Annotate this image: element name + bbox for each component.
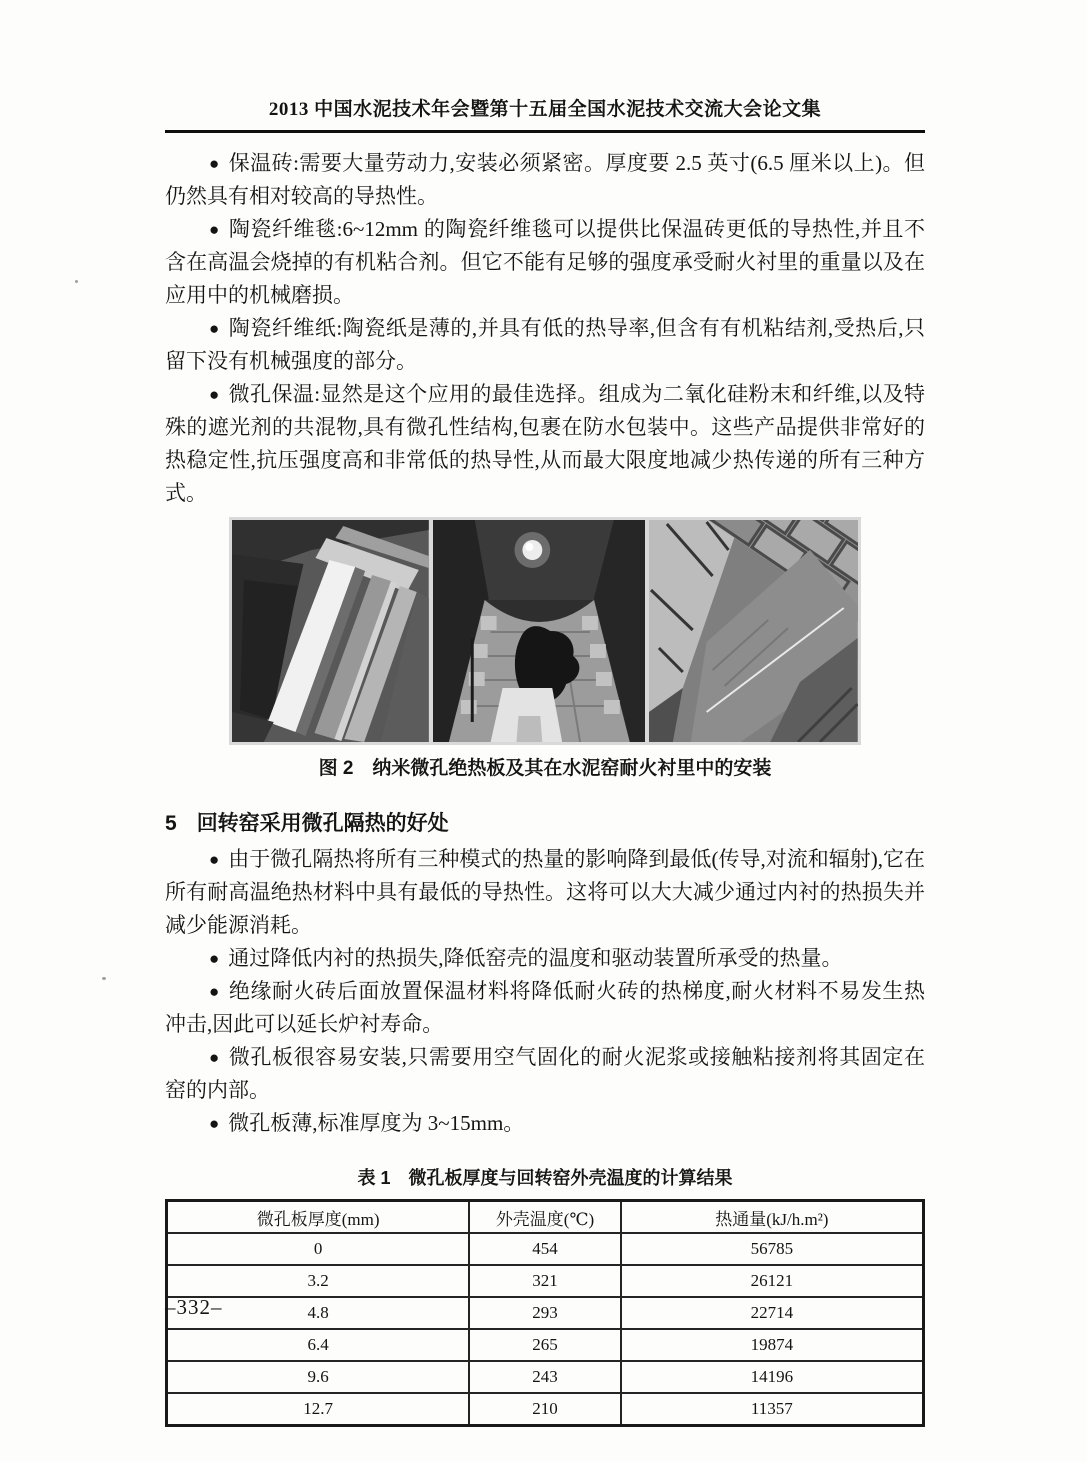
cell-heat-flux: 22714 bbox=[621, 1297, 924, 1329]
bullet-paragraph bbox=[165, 1107, 925, 1140]
table-row bbox=[167, 1297, 924, 1329]
bullet-paragraph bbox=[165, 975, 925, 1041]
bullet-icon: ● bbox=[209, 850, 220, 869]
figure-2-caption: 图 2 纳米微孔绝热板及其在水泥窑耐火衬里中的安装 bbox=[318, 758, 772, 779]
bullet-icon: ● bbox=[209, 154, 220, 173]
microporous-insulation-boards-photo bbox=[232, 520, 429, 742]
cell-shell-temperature: 210 bbox=[469, 1393, 620, 1426]
paragraph-text: 通过降低内衬的热损失,降低窑壳的温度和驱动装置所承受的热量。 bbox=[228, 946, 843, 970]
table-row bbox=[167, 1233, 924, 1265]
bullet-icon: ● bbox=[209, 1114, 220, 1133]
cell-heat-flux: 19874 bbox=[621, 1329, 924, 1361]
page-content bbox=[165, 94, 925, 1427]
cell-thickness: 0 bbox=[167, 1233, 470, 1265]
cell-shell-temperature: 293 bbox=[469, 1297, 620, 1329]
bullet-icon: ● bbox=[209, 385, 220, 404]
section-5-heading bbox=[165, 807, 925, 837]
bullet-paragraph bbox=[165, 942, 925, 975]
cell-thickness: 6.4 bbox=[167, 1329, 470, 1361]
paragraph-text: 微孔保温:显然是这个应用的最佳选择。组成为二氧化硅粉末和纤维,以及特殊的遮光剂的共混物,具有微孔性结构,包裹在防水包装中。这些产品提供非常好的热稳定性,抗压强度高和非常低的热导性,从而最大限度地减少热传递的所有三种方式。 bbox=[165, 382, 925, 505]
page-number: –332– bbox=[165, 1295, 223, 1319]
section-number: 5 bbox=[165, 812, 177, 835]
cell-shell-temperature: 265 bbox=[469, 1329, 620, 1361]
paragraph-text: 陶瓷纤维毯:6~12mm 的陶瓷纤维毯可以提供比保温砖更低的导热性,并且不含在高温会烧掉的有机粘合剂。但它不能有足够的强度承受耐火衬里的重量以及在应用中的机械磨损。 bbox=[165, 217, 925, 307]
figure-2-photos bbox=[229, 517, 861, 745]
cell-thickness: 3.2 bbox=[167, 1265, 470, 1297]
header-rule bbox=[165, 130, 925, 133]
bullet-icon: ● bbox=[209, 319, 220, 338]
paragraph-text: 微孔板薄,标准厚度为 3~15mm。 bbox=[228, 1111, 525, 1135]
bullet-icon: ● bbox=[209, 949, 220, 968]
section-title: 回转窑采用微孔隔热的好处 bbox=[196, 812, 449, 835]
refractory-brick-lining-photo bbox=[649, 520, 858, 742]
table-1-caption: 表 1 微孔板厚度与回转窑外壳温度的计算结果 bbox=[357, 1168, 733, 1188]
photo-3-graphic bbox=[649, 520, 858, 742]
paragraph-text: 微孔板很容易安装,只需要用空气固化的耐火泥浆或接触粘接剂将其固定在窑的内部。 bbox=[165, 1045, 925, 1102]
cell-heat-flux: 14196 bbox=[621, 1361, 924, 1393]
cell-shell-temperature: 321 bbox=[469, 1265, 620, 1297]
table-row bbox=[167, 1265, 924, 1297]
cell-heat-flux: 11357 bbox=[621, 1393, 924, 1426]
bullet-icon: ● bbox=[209, 1048, 220, 1067]
table-body bbox=[167, 1233, 924, 1426]
bullet-paragraph bbox=[165, 312, 925, 378]
benefits-paragraphs bbox=[165, 843, 925, 1140]
table-row bbox=[167, 1329, 924, 1361]
paragraph-text: 陶瓷纤维纸:陶瓷纸是薄的,并具有低的热导率,但含有有机粘结剂,受热后,只留下没有机械强度的部分。 bbox=[165, 316, 925, 373]
cell-heat-flux: 56785 bbox=[621, 1233, 924, 1265]
table-header-row bbox=[167, 1201, 924, 1234]
bullet-paragraph bbox=[165, 1041, 925, 1107]
bullet-icon: ● bbox=[209, 220, 220, 239]
paragraph-text: 由于微孔隔热将所有三种模式的热量的影响降到最低(传导,对流和辐射),它在所有耐高温绝热材料中具有最低的导热性。这将可以大大减少通过内衬的热损失并减少能源消耗。 bbox=[165, 847, 925, 937]
paragraph-text: 保温砖:需要大量劳动力,安装必须紧密。厚度要 2.5 英寸(6.5 厘米以上)。但仍然具有相对较高的导热性。 bbox=[165, 151, 925, 208]
kiln-interior-installation-photo bbox=[433, 520, 646, 742]
header-thickness: 微孔板厚度(mm) bbox=[167, 1201, 470, 1234]
insulation-materials-paragraphs bbox=[165, 147, 925, 510]
bullet-paragraph bbox=[165, 843, 925, 942]
cell-shell-temperature: 243 bbox=[469, 1361, 620, 1393]
cell-shell-temperature: 454 bbox=[469, 1233, 620, 1265]
cell-thickness: 9.6 bbox=[167, 1361, 470, 1393]
bullet-icon: ● bbox=[209, 982, 220, 1001]
bullet-paragraph bbox=[165, 378, 925, 510]
cell-heat-flux: 26121 bbox=[621, 1265, 924, 1297]
photo-2-graphic bbox=[433, 520, 646, 742]
scan-artifact-dot bbox=[102, 977, 106, 980]
results-table bbox=[165, 1199, 925, 1427]
bullet-paragraph bbox=[165, 213, 925, 312]
bullet-paragraph bbox=[165, 147, 925, 213]
cell-thickness: 4.8 bbox=[167, 1297, 470, 1329]
table-row bbox=[167, 1393, 924, 1426]
paragraph-text: 绝缘耐火砖后面放置保温材料将降低耐火砖的热梯度,耐火材料不易发生热冲击,因此可以延长炉衬寿命。 bbox=[165, 979, 925, 1036]
proceedings-header-title: 2013 中国水泥技术年会暨第十五届全国水泥技术交流大会论文集 bbox=[268, 99, 822, 120]
scan-artifact-dot bbox=[75, 280, 78, 283]
header-heat-flux: 热通量(kJ/h.m²) bbox=[621, 1201, 924, 1234]
cell-thickness: 12.7 bbox=[167, 1393, 470, 1426]
header-shell-temperature: 外壳温度(℃) bbox=[469, 1201, 620, 1234]
photo-1-graphic bbox=[232, 520, 429, 742]
table-row bbox=[167, 1361, 924, 1393]
